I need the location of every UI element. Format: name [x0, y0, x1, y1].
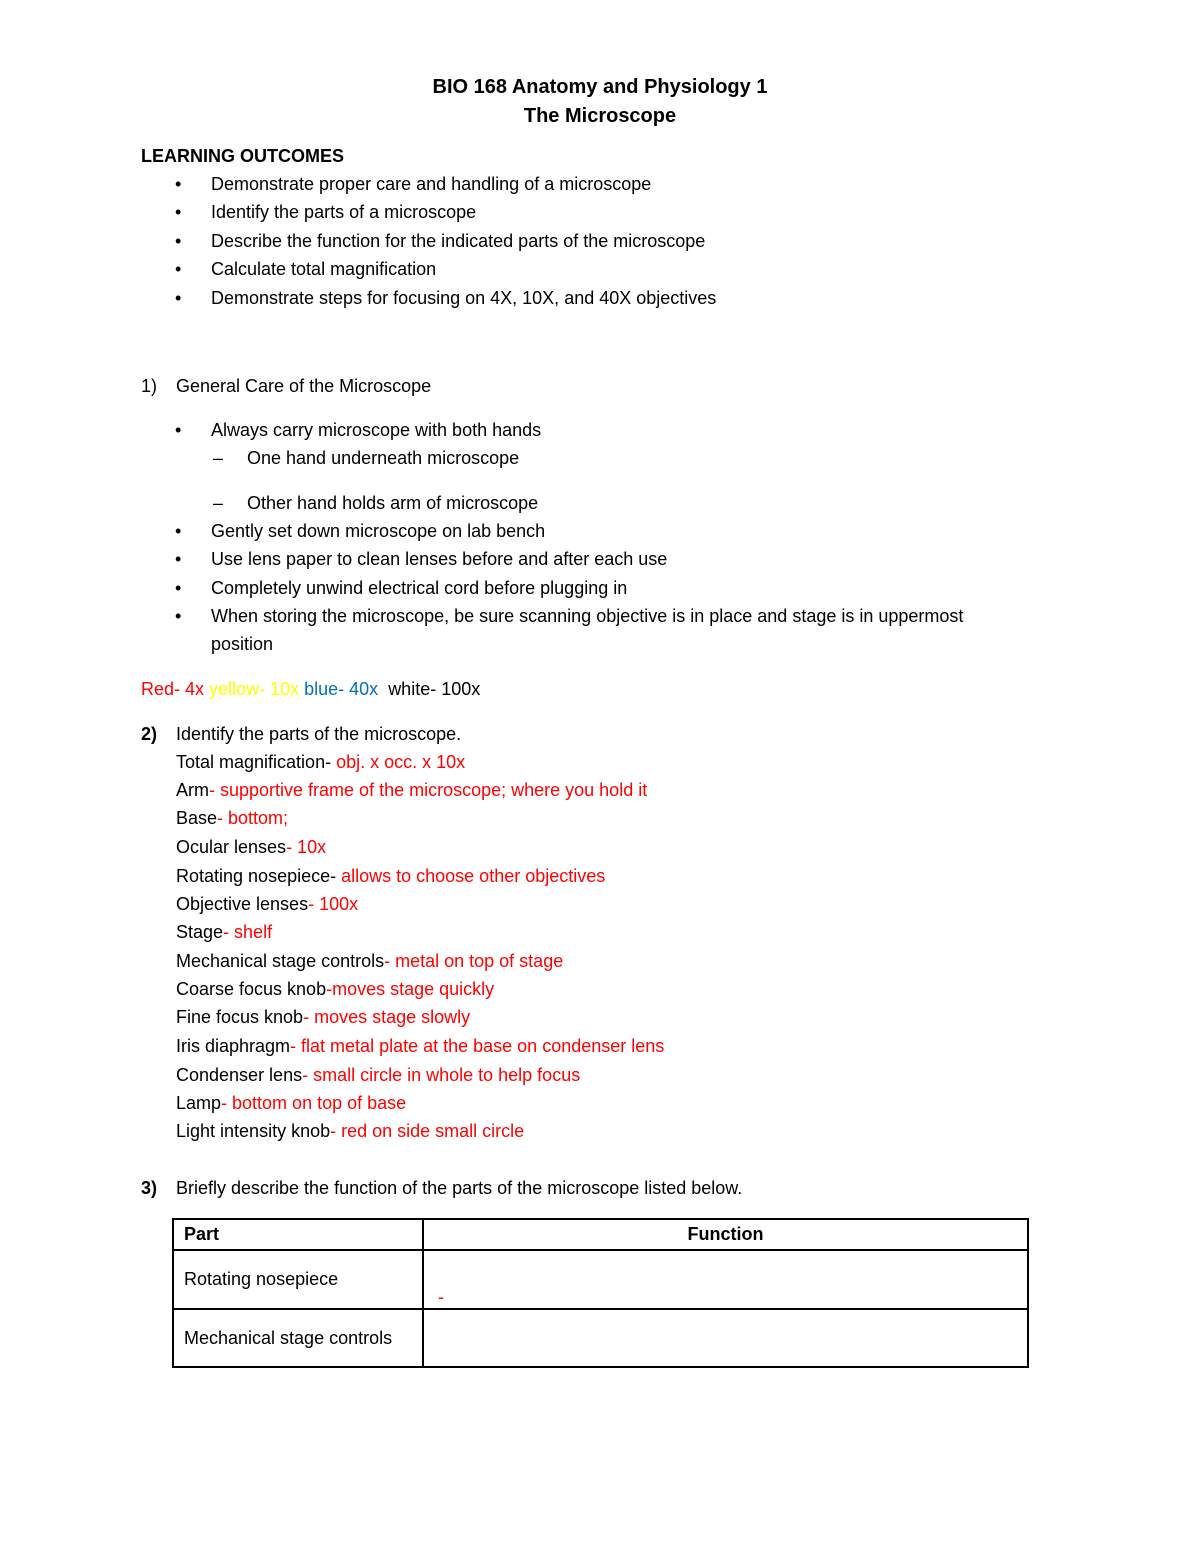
section1-title: General Care of the Microscope [176, 376, 432, 396]
table-header-row [173, 1219, 1028, 1250]
outcome-item: Calculate total magnification [211, 259, 437, 279]
part-label: Lamp [176, 1093, 222, 1113]
table-cell-function[interactable] [423, 1250, 1028, 1309]
part-answer: - 10x [286, 837, 327, 857]
care-item-set-down: Gently set down microscope on lab bench [211, 521, 546, 541]
table-row [173, 1309, 1028, 1367]
part-label: Condenser lens [176, 1065, 303, 1085]
part-row [176, 835, 326, 859]
part-answer: - moves stage slowly [303, 1007, 471, 1027]
part-row [176, 750, 465, 774]
bullet-icon: • [175, 521, 182, 541]
part-label: Base [176, 808, 218, 828]
table-cell-part: Mechanical stage controls [173, 1309, 423, 1367]
part-label: Rotating nosepiece- [176, 866, 342, 886]
bullet-icon: • [175, 549, 182, 569]
color-key-red: Red- 4x [141, 679, 205, 699]
table-header-part: Part [173, 1219, 423, 1250]
bullet-icon: • [175, 606, 182, 626]
part-label: Total magnification- [176, 752, 337, 772]
part-row [176, 806, 288, 830]
part-answer: - bottom; [217, 808, 289, 828]
part-answer: - flat metal plate at the base on condenser lens [290, 1036, 665, 1056]
care-item-cord: Completely unwind electrical cord before plugging in [211, 578, 628, 598]
section1-number: 1) [141, 376, 158, 396]
part-label: Fine focus knob [176, 1007, 304, 1027]
table-header-function: Function [423, 1219, 1028, 1250]
care-subitem-arm: Other hand holds arm of microscope [247, 493, 539, 513]
bullet-icon: • [175, 202, 182, 222]
care-item-storing-cont: position [211, 634, 274, 654]
care-subitem-underneath: One hand underneath microscope [247, 448, 520, 468]
part-label: Iris diaphragm [176, 1036, 291, 1056]
care-item-storing: When storing the microscope, be sure scanning objective is in place and stage is in uppermost [211, 606, 964, 626]
part-label: Arm [176, 780, 209, 800]
bullet-icon: • [175, 259, 182, 279]
part-row [176, 1005, 470, 1029]
function-table [172, 1218, 1029, 1368]
part-answer: - bottom on top of base [221, 1093, 407, 1113]
color-key-blue: blue- 40x [304, 679, 379, 699]
bullet-icon: • [175, 578, 182, 598]
part-answer: - shelf [223, 922, 273, 942]
table-cell-part: Rotating nosepiece [173, 1250, 423, 1309]
section3-title: Briefly describe the function of the parts of the microscope listed below. [176, 1178, 743, 1198]
part-answer: - small circle in whole to help focus [302, 1065, 581, 1085]
part-row [176, 920, 272, 944]
part-label: Coarse focus knob [176, 979, 327, 999]
part-row [176, 977, 494, 1001]
table-cell-function[interactable] [423, 1309, 1028, 1367]
part-row [176, 949, 563, 973]
function-answer: - [438, 1287, 444, 1307]
part-answer: allows to choose other objectives [341, 866, 606, 886]
part-answer: -moves stage quickly [326, 979, 495, 999]
part-label: Stage [176, 922, 224, 942]
course-title: BIO 168 Anatomy and Physiology 1 [432, 76, 768, 98]
outcome-item: Demonstrate steps for focusing on 4X, 10X, and 40X objectives [211, 288, 717, 308]
bullet-icon: • [175, 288, 182, 308]
table-row [173, 1250, 1028, 1309]
bullet-icon: • [175, 174, 182, 194]
part-answer: - 100x [308, 894, 359, 914]
part-label: Mechanical stage controls [176, 951, 385, 971]
care-item-carry: Always carry microscope with both hands [211, 420, 542, 440]
part-answer: - red on side small circle [330, 1121, 525, 1141]
bullet-icon: • [175, 420, 182, 440]
part-row [176, 864, 605, 888]
section2-title: Identify the parts of the microscope. [176, 724, 462, 744]
part-row [176, 1034, 664, 1058]
part-row [176, 778, 647, 802]
color-key-yellow: yellow- 10x [209, 679, 300, 699]
part-row [176, 1119, 524, 1143]
part-label: Ocular lenses [176, 837, 287, 857]
part-answer: - supportive frame of the microscope; where you hold it [209, 780, 648, 800]
part-answer: obj. x occ. x 10x [336, 752, 466, 772]
dash-icon: – [213, 493, 224, 513]
part-row [176, 892, 358, 916]
part-label: Objective lenses [176, 894, 309, 914]
color-key-white: white- 100x [388, 679, 481, 699]
dash-icon: – [213, 448, 224, 468]
part-row [176, 1091, 406, 1115]
part-answer: - metal on top of stage [384, 951, 564, 971]
color-key [141, 677, 480, 701]
outcome-item: Demonstrate proper care and handling of a microscope [211, 174, 652, 194]
care-item-lens-paper: Use lens paper to clean lenses before and after each use [211, 549, 668, 569]
outcome-item: Identify the parts of a microscope [211, 202, 477, 222]
topic-title: The Microscope [523, 105, 677, 127]
part-label: Light intensity knob [176, 1121, 331, 1141]
section2-number: 2) [141, 724, 158, 744]
learning-outcomes-heading: LEARNING OUTCOMES [141, 146, 345, 166]
section3-number: 3) [141, 1178, 158, 1198]
part-row [176, 1063, 580, 1087]
outcome-item: Describe the function for the indicated parts of the microscope [211, 231, 706, 251]
bullet-icon: • [175, 231, 182, 251]
